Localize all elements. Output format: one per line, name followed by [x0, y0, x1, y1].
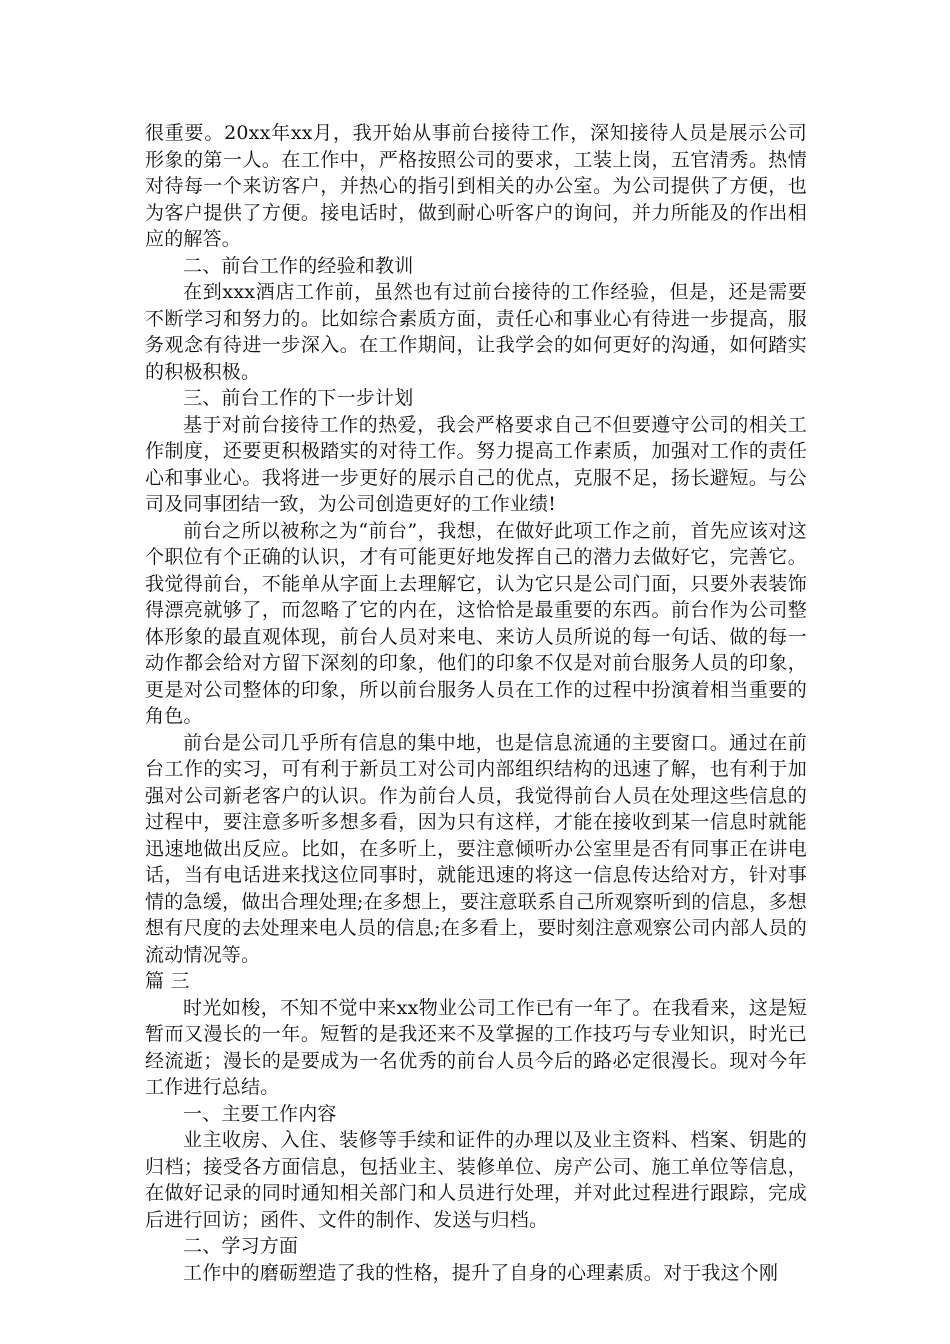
section-heading-main-work: 一、主要工作内容	[183, 1102, 337, 1125]
section-heading-experience: 二、前台工作的经验和教训	[183, 254, 414, 277]
paragraph: 前台是公司几乎所有信息的集中地，也是信息流通的主要窗口。通过在前台工作的实习，可有利于新员工对公司内部组织结构的迅速了解，也有利于加强对公司新老客户的认识。作为前台人员，我觉得前台人员在处理这些信息的过程中，要注意多听多想多看，因为只有这样，才能在接收到某一信息时就能迅速地做出反应。比如，在多听上，要注意倾听办公室里是否有同事正在讲电话，当有电话进来找这位同事时，就能迅速的将这一信息传达给对方，针对事情的急缓，做出合理处理;在多想上，要注意联系自己所观察听到的信息，多想想有尺度的去处理来电人员的信息;在多看上，要时刻注意观察公司内部人员的流动情况等。	[145, 731, 807, 966]
paragraph: 在到xxx酒店工作前，虽然也有过前台接待的工作经验，但是，还是需要不断学习和努力的。比如综合素质方面，责任心和事业心有待进一步提高，服务观念有待进一步深入。在工作期间，让我学会的如何更好的沟通，如何踏实的积极积极。	[145, 281, 807, 383]
section-heading-next-plan: 三、前台工作的下一步计划	[183, 387, 414, 409]
paragraph: 工作中的磨砺塑造了我的性格，提升了自身的心理素质。对于我这个刚	[183, 1261, 779, 1284]
paragraph: 基于对前台接待工作的热爱，我会严格要求自己不但要遵守公司的相关工作制度，还要更积极踏实的对待工作。努力提高工作素质，加强对工作的责任心和事业心。我将进一步更好的展示自己的优点，克服不足，扬长避短。与公司及同事团结一致，为公司创造更好的工作业绩!	[145, 413, 807, 515]
paragraph-continued: 很重要。20xx年xx月，我开始从事前台接待工作，深知接待人员是展示公司形象的第一人。在工作中，严格按照公司的要求，工装上岗，五官清秀。热情对待每一个来访客户，并热心的指引到相关的办公室。为公司提供了方便，也为客户提供了方便。接电话时，做到耐心听客户的询问，并力所能及的作出相应的解答。	[145, 122, 807, 250]
section-label-part-three: 篇 三	[145, 970, 190, 992]
paragraph: 时光如梭，不知不觉中来xx物业公司工作已有一年了。在我看来，这是短暂而又漫长的一年。短暂的是我还来不及掌握的工作技巧与专业知识，时光已经流逝；漫长的是要成为一名优秀的前台人员今后的路必定很漫长。现对今年工作进行总结。	[145, 996, 807, 1098]
paragraph: 前台之所以被称之为“前台”，我想，在做好此项工作之前，首先应该对这个职位有个正确的认识，才有可能更好地发挥自己的潜力去做好它，完善它。我觉得前台，不能单从字面上去理解它，认为它只是公司门面，只要外表装饰得漂亮就够了，而忽略了它的内在，这恰恰是最重要的东西。前台作为公司整体形象的最直观体现，前台人员对来电、来访人员所说的每一句话、做的每一动作都会给对方留下深刻的印象，他们的印象不仅是对前台服务人员的印象，更是对公司整体的印象，所以前台服务人员在工作的过程中扮演着相当重要的角色。	[145, 519, 807, 727]
paragraph: 业主收房、入住、装修等手续和证件的办理以及业主资料、档案、钥匙的归档；接受各方面信息，包括业主、装修单位、房产公司、施工单位等信息，在做好记录的同时通知相关部门和人员进行处理，并对此过程进行跟踪，完成后进行回访；函件、文件的制作、发送与归档。	[145, 1129, 807, 1231]
document-page	[145, 120, 807, 1286]
section-heading-learning: 二、学习方面	[183, 1235, 299, 1257]
